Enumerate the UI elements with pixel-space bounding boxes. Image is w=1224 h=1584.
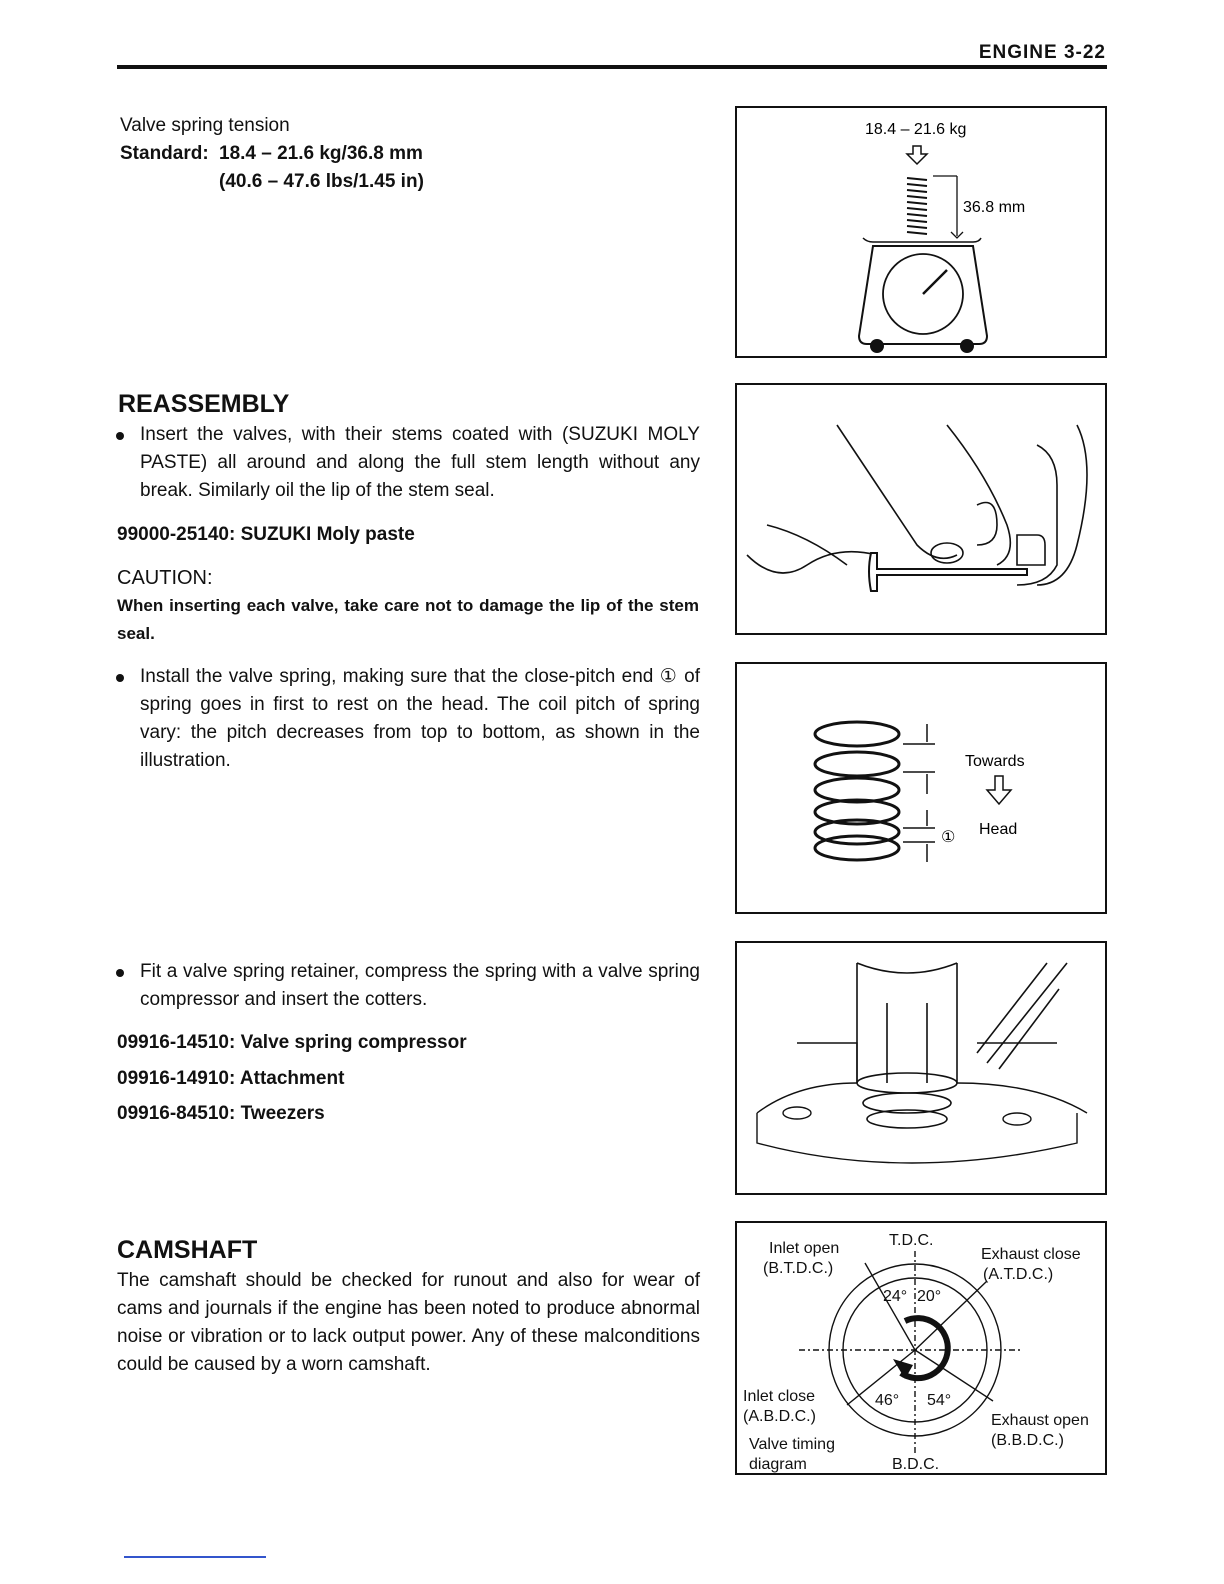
spring-compressor-illustration [737, 943, 1109, 1197]
reassembly-heading: REASSEMBLY [118, 390, 290, 418]
page-header-title: ENGINE 3-22 [978, 42, 1106, 63]
timing-exhaust-close-sub-text: (A.T.D.C.) [983, 1266, 1054, 1283]
reassembly-bullet-3: Fit a valve spring retainer, compress the spring with a valve spring compressor and insert the cotters. [140, 961, 700, 1010]
figure-insert-valve [735, 383, 1107, 635]
fig3-marker-text: ① [941, 827, 956, 846]
spring-coil-icon [907, 178, 927, 234]
timing-caption-2-text: diagram [749, 1456, 807, 1473]
header-rule [117, 65, 1107, 69]
timing-inlet-close-text: Inlet close [743, 1388, 816, 1405]
figure-spring-pitch [735, 662, 1107, 914]
timing-exhaust-open-sub-text: (B.B.D.C.) [991, 1432, 1064, 1449]
timing-exhaust-close-text: Exhaust close [981, 1246, 1081, 1263]
spring-tension-standard-label: Standard: [120, 143, 209, 164]
timing-exhaust-open-text: Exhaust open [991, 1412, 1089, 1429]
bullet-icon [116, 674, 124, 682]
timing-angle-ic-text: 46° [875, 1392, 900, 1409]
down-arrow-icon [907, 146, 927, 164]
timing-tdc-text: T.D.C. [889, 1232, 934, 1249]
timing-inlet-open-text: Inlet open [769, 1240, 840, 1257]
compressor-tool-icon [857, 963, 1067, 1128]
footer-link-underline [124, 1556, 266, 1558]
spring-pitch-illustration [737, 664, 1109, 916]
timing-angle-ec-text: 20° [917, 1288, 942, 1305]
down-arrow-icon [987, 776, 1011, 804]
tool-attachment: 09916-14910: Attachment [117, 1068, 345, 1089]
valve-timing-diagram [737, 1223, 1109, 1477]
fig1-length-text: 36.8 mm [963, 199, 1026, 216]
spring-scale-illustration [737, 108, 1109, 360]
caution-label: CAUTION: [117, 567, 213, 589]
scale-body-icon [859, 246, 987, 344]
caution-text: When inserting each valve, take care not to damage the lip of the stem seal. [117, 596, 699, 643]
figure-valve-timing-diagram [735, 1221, 1107, 1475]
spring-tension-standard-value: 18.4 – 21.6 kg/36.8 mm [219, 143, 423, 164]
figure-spring-compressor [735, 941, 1107, 1195]
timing-angle-eo-text: 54° [927, 1392, 952, 1409]
dimension-line-icon [933, 176, 963, 238]
fig3-head-text: Head [979, 821, 1018, 838]
fig3-towards-text: Towards [965, 753, 1025, 770]
reassembly-part-number: 99000-25140: SUZUKI Moly paste [117, 524, 415, 545]
bullet-icon [116, 969, 124, 977]
coil-spring-icon [815, 722, 899, 860]
timing-inlet-close-sub-text: (A.B.D.C.) [743, 1408, 816, 1425]
camshaft-body: The camshaft should be checked for runout and also for wear of cams and journals if the engine has been noted to produce abnormal noise or vibration or to lack output power. Any of these malconditions could be caused by a worn camshaft. [117, 1270, 700, 1375]
figure-spring-scale [735, 106, 1107, 358]
tool-valve-spring-compressor: 09916-14510: Valve spring compressor [117, 1032, 467, 1053]
spring-tension-imperial-value: (40.6 – 47.6 lbs/1.45 in) [219, 171, 424, 192]
cylinder-head-icon [757, 1043, 1087, 1163]
reassembly-bullet-2: Install the valve spring, making sure that the close-pitch end ① of spring goes in first to rest on the head. The coil pitch of spring vary: the pitch decreases from top to bottom, as shown in the illustration. [140, 666, 700, 771]
timing-bdc-text: B.D.C. [892, 1456, 940, 1473]
pitch-dimension-icon [903, 724, 935, 862]
camshaft-heading: CAMSHAFT [117, 1236, 258, 1264]
timing-angle-io-text: 24° [883, 1288, 908, 1305]
insert-valve-illustration [737, 385, 1109, 637]
tool-tweezers: 09916-84510: Tweezers [117, 1103, 325, 1124]
timing-inlet-open-sub-text: (B.T.D.C.) [763, 1260, 834, 1277]
fig1-load-text: 18.4 – 21.6 kg [865, 121, 967, 138]
inlet-open-line [865, 1263, 915, 1350]
hands-icon [747, 425, 1087, 585]
spring-tension-label: Valve spring tension [120, 115, 290, 136]
timing-caption-1-text: Valve timing [749, 1436, 835, 1453]
bullet-icon [116, 432, 124, 440]
reassembly-bullet-1: Insert the valves, with their stems coated with (SUZUKI MOLY PASTE) all around and along the full stem length without any break. Similarly oil the lip of the stem seal. [140, 424, 700, 501]
